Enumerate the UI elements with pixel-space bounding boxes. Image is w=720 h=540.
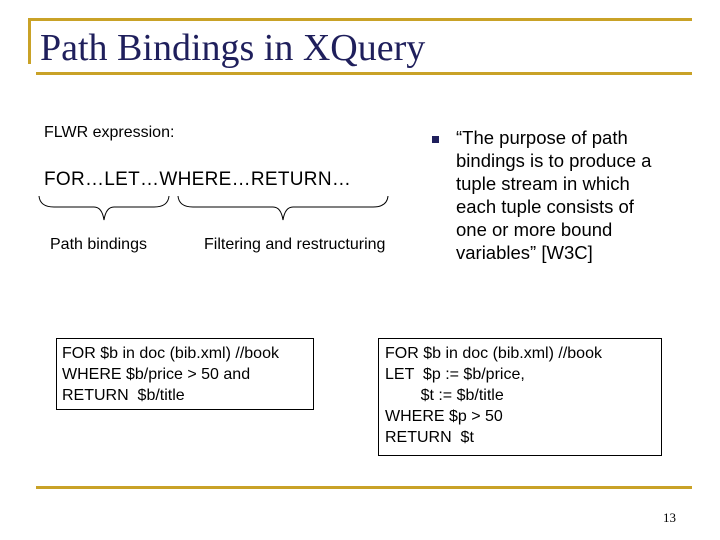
- bullet-quote: [456, 126, 651, 264]
- query-line: WHERE $p > 50: [385, 408, 503, 425]
- query-box-1: [56, 338, 314, 410]
- query-line: LET $p := $b/price,: [385, 366, 525, 383]
- bullet-line: one or more bound: [456, 219, 613, 240]
- query-line: RETURN $b/title: [62, 387, 185, 404]
- slide-title: Path Bindings in XQuery: [40, 27, 426, 69]
- path-bindings-brace: [36, 194, 172, 226]
- page-number: 13: [663, 510, 676, 525]
- query-line: RETURN $t: [385, 429, 474, 446]
- title-underline: [36, 72, 692, 75]
- query-box-2: [378, 338, 662, 456]
- left-rule: [28, 18, 31, 64]
- footer-rule: [36, 486, 692, 489]
- bullet-line: variables” [W3C]: [456, 242, 593, 263]
- query-line: WHERE $b/price > 50 and: [62, 366, 251, 383]
- query-line: $t := $b/title: [385, 387, 504, 404]
- top-rule: [28, 18, 692, 21]
- query-line: FOR $b in doc (bib.xml) //book: [385, 345, 602, 362]
- bullet-line: each tuple consists of: [456, 196, 634, 217]
- bullet-icon: [432, 136, 439, 143]
- filtering-brace: [175, 194, 391, 226]
- flwr-label: FLWR expression:: [44, 124, 175, 141]
- bullet-line: bindings is to produce a: [456, 150, 652, 171]
- path-bindings-label: Path bindings: [50, 236, 147, 253]
- bullet-line: “The purpose of path: [456, 127, 628, 148]
- flwr-syntax: FOR…LET…WHERE…RETURN…: [44, 169, 352, 190]
- bullet-line: tuple stream in which: [456, 173, 630, 194]
- query-line: FOR $b in doc (bib.xml) //book: [62, 345, 279, 362]
- filtering-label: Filtering and restructuring: [204, 236, 386, 253]
